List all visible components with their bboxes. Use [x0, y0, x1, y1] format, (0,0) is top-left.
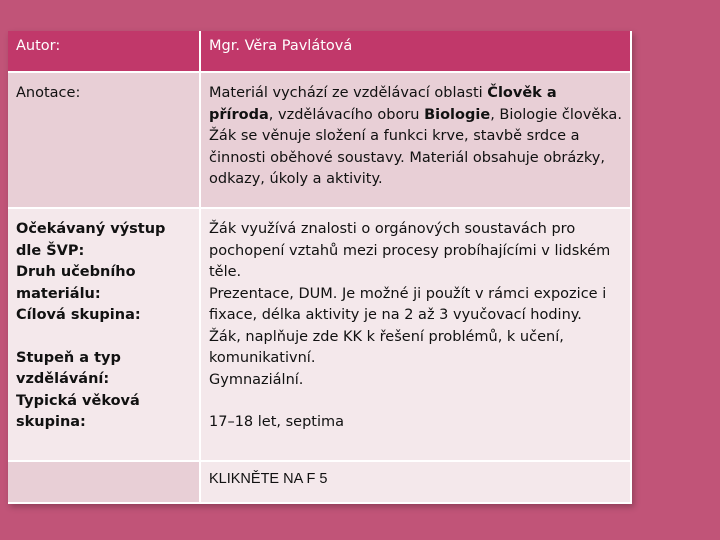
table-row-annotation: [8, 73, 632, 209]
details-line-material: Prezentace, DUM. Je možné ji použít v rámci expozice i fixace, délka aktivity je na 2 až 3 vyučovací hodiny.: [209, 285, 607, 323]
author-label: Autor:: [16, 38, 61, 54]
details-line-outcome: Žák využívá znalosti o orgánových soustavách pro pochopení vztahů mezi procesy probíhajícími v lidském těle.: [209, 221, 611, 280]
table-row-details: [8, 209, 632, 462]
annotation-label: Anotace:: [16, 85, 81, 101]
press-f5-instruction: KLIKNĚTE NA F 5: [209, 471, 328, 487]
annotation-label-cell: [8, 73, 201, 209]
details-line-age: 17–18 let, septima: [209, 414, 345, 430]
author-value-cell: [201, 31, 632, 73]
footer-value-cell: [201, 462, 632, 504]
details-line-school-type: Gymnaziální.: [209, 371, 304, 388]
annotation-text-1: Materiál vychází ze vzdělávací oblasti: [209, 85, 488, 101]
author-label-cell: [8, 31, 201, 73]
table-row-footer: [8, 462, 632, 504]
annotation-bold-field: Biologie: [424, 106, 491, 123]
footer-label-cell: [8, 462, 201, 504]
annotation-text-2: , vzdělávacího oboru: [268, 106, 425, 123]
author-value: Mgr. Věra Pavlátová: [209, 38, 353, 54]
metadata-table: [8, 31, 632, 504]
label-target-group: Cílová skupina:: [16, 307, 141, 323]
label-age-group: Typická věková skupina:: [16, 392, 140, 430]
annotation-value-cell: [201, 73, 632, 209]
label-education-level: Stupeň a typ vzdělávání:: [16, 349, 121, 387]
details-label-cell: [8, 209, 201, 462]
details-value-cell: [201, 209, 632, 462]
details-line-competence: Žák, naplňuje zde KK k řešení problémů, k učení, komunikativní.: [209, 328, 564, 366]
label-material-type: Druh učebního materiálu:: [16, 264, 136, 302]
label-expected-output: Očekávaný výstup dle ŠVP:: [16, 221, 166, 259]
annotation-bold-area: Člověk a příroda: [209, 85, 557, 123]
annotation-text-3: , Biologie člověka. Žák se věnuje složení a funkci krve, stavbě srdce a činnosti oběhové soustavy. Materiál obsahuje obrázky, odkazy, úkoly a aktivity.: [209, 106, 622, 187]
table-row-author: [8, 31, 632, 73]
